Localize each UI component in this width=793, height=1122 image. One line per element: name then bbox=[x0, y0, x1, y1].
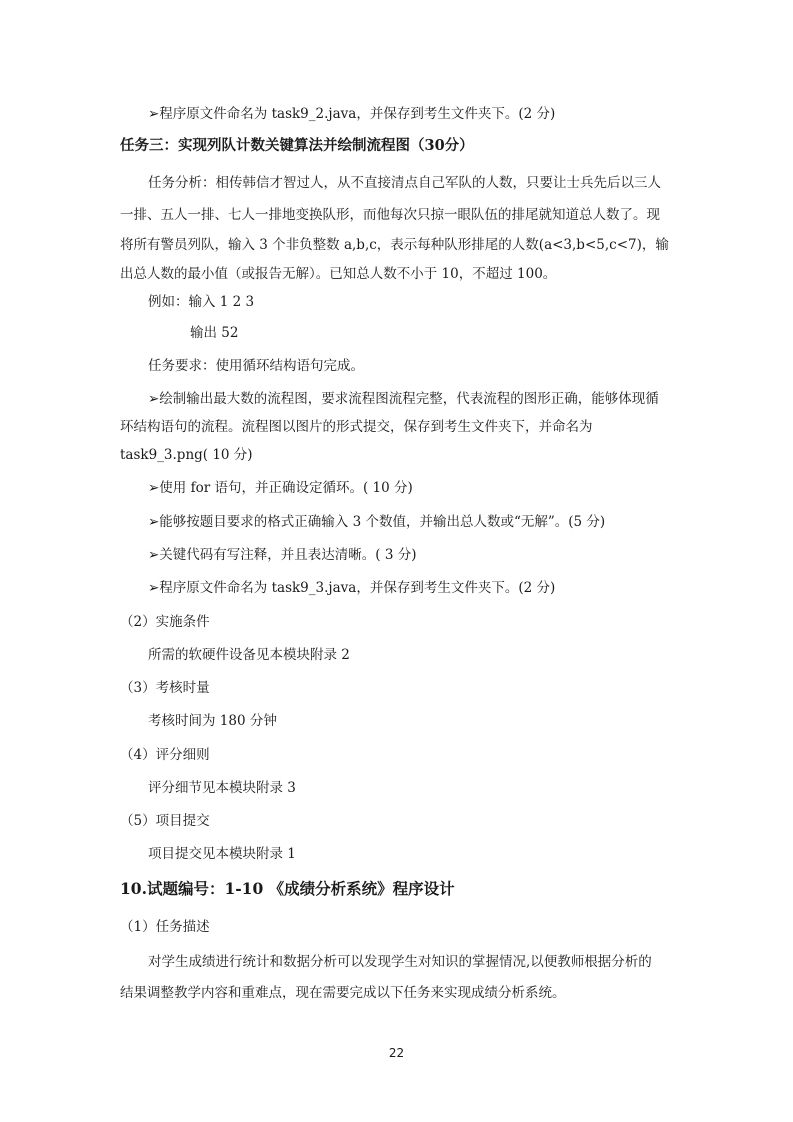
section-heading: （2）实施条件 bbox=[120, 614, 210, 630]
analysis-line-2: 一排、五人一排、七人一排地变换队形，而他每次只掠一眼队伍的排尾就知道总人数了。现 bbox=[120, 207, 660, 223]
description-line-2: 结果调整教学内容和重难点，现在需要完成以下任务来实现成绩分析系统。 bbox=[120, 985, 566, 1001]
section-heading: （3）考核时量 bbox=[120, 680, 210, 696]
requirement-line: ➢关键代码有写注释，并且表达清晰。( 3 分) bbox=[148, 547, 417, 563]
task3-title: 任务三：实现列队计数关键算法并绘制流程图（30分） bbox=[120, 137, 474, 154]
example-input: 例如：输入 1 2 3 bbox=[148, 294, 255, 310]
analysis-line-1: 任务分析：相传韩信才智过人，从不直接清点自己军队的人数，只要让士兵先后以三人 bbox=[148, 175, 661, 191]
page-number: 22 bbox=[388, 1046, 405, 1060]
section-body: 所需的软硬件设备见本模块附录 2 bbox=[148, 647, 350, 663]
requirement-line: ➢绘制输出最大数的流程图，要求流程图流程完整，代表流程的图形正确，能够体现循 bbox=[148, 391, 659, 407]
requirement-line: ➢使用 for 语句，并正确设定循环。( 10 分) bbox=[148, 480, 413, 496]
requirement-line: task9_3.png( 10 分) bbox=[120, 447, 253, 463]
analysis-line-3: 将所有警员列队，输入 3 个非负整数 a,b,c，表示每种队形排尾的人数(a<3,b<5,c<7)，输 bbox=[120, 237, 669, 253]
section-body: 考核时间为 180 分钟 bbox=[148, 713, 277, 729]
question-10-title: 10.试题编号：1-10 《成绩分析系统》程序设计 bbox=[120, 879, 455, 898]
description-line-1: 对学生成绩进行统计和数据分析可以发现学生对知识的掌握情况,以便教师根据分析的 bbox=[148, 954, 652, 970]
section-heading: （5）项目提交 bbox=[120, 813, 210, 829]
requirement-line: 环结构语句的流程。流程图以图片的形式提交，保存到考生文件夹下，并命名为 bbox=[120, 419, 593, 435]
section-heading: （4）评分细则 bbox=[120, 747, 210, 763]
requirement-line: ➢程序原文件命名为 task9_2.java，并保存到考生文件夹下。(2 分) bbox=[148, 106, 556, 122]
example-output: 输出 52 bbox=[190, 325, 239, 341]
analysis-line-4: 出总人数的最小值（或报告无解）。已知总人数不小于 10，不超过 100。 bbox=[120, 266, 557, 282]
requirement-line: ➢程序原文件命名为 task9_3.java，并保存到考生文件夹下。(2 分) bbox=[148, 580, 556, 596]
requirement-line: ➢能够按题目要求的格式正确输入 3 个数值，并输出总人数或“无解”。(5 分) bbox=[148, 514, 606, 530]
section-body: 项目提交见本模块附录 1 bbox=[148, 846, 296, 862]
section-heading: （1）任务描述 bbox=[120, 919, 210, 935]
section-body: 评分细节见本模块附录 3 bbox=[148, 780, 296, 796]
task-requirement: 任务要求：使用循环结构语句完成。 bbox=[148, 358, 364, 374]
